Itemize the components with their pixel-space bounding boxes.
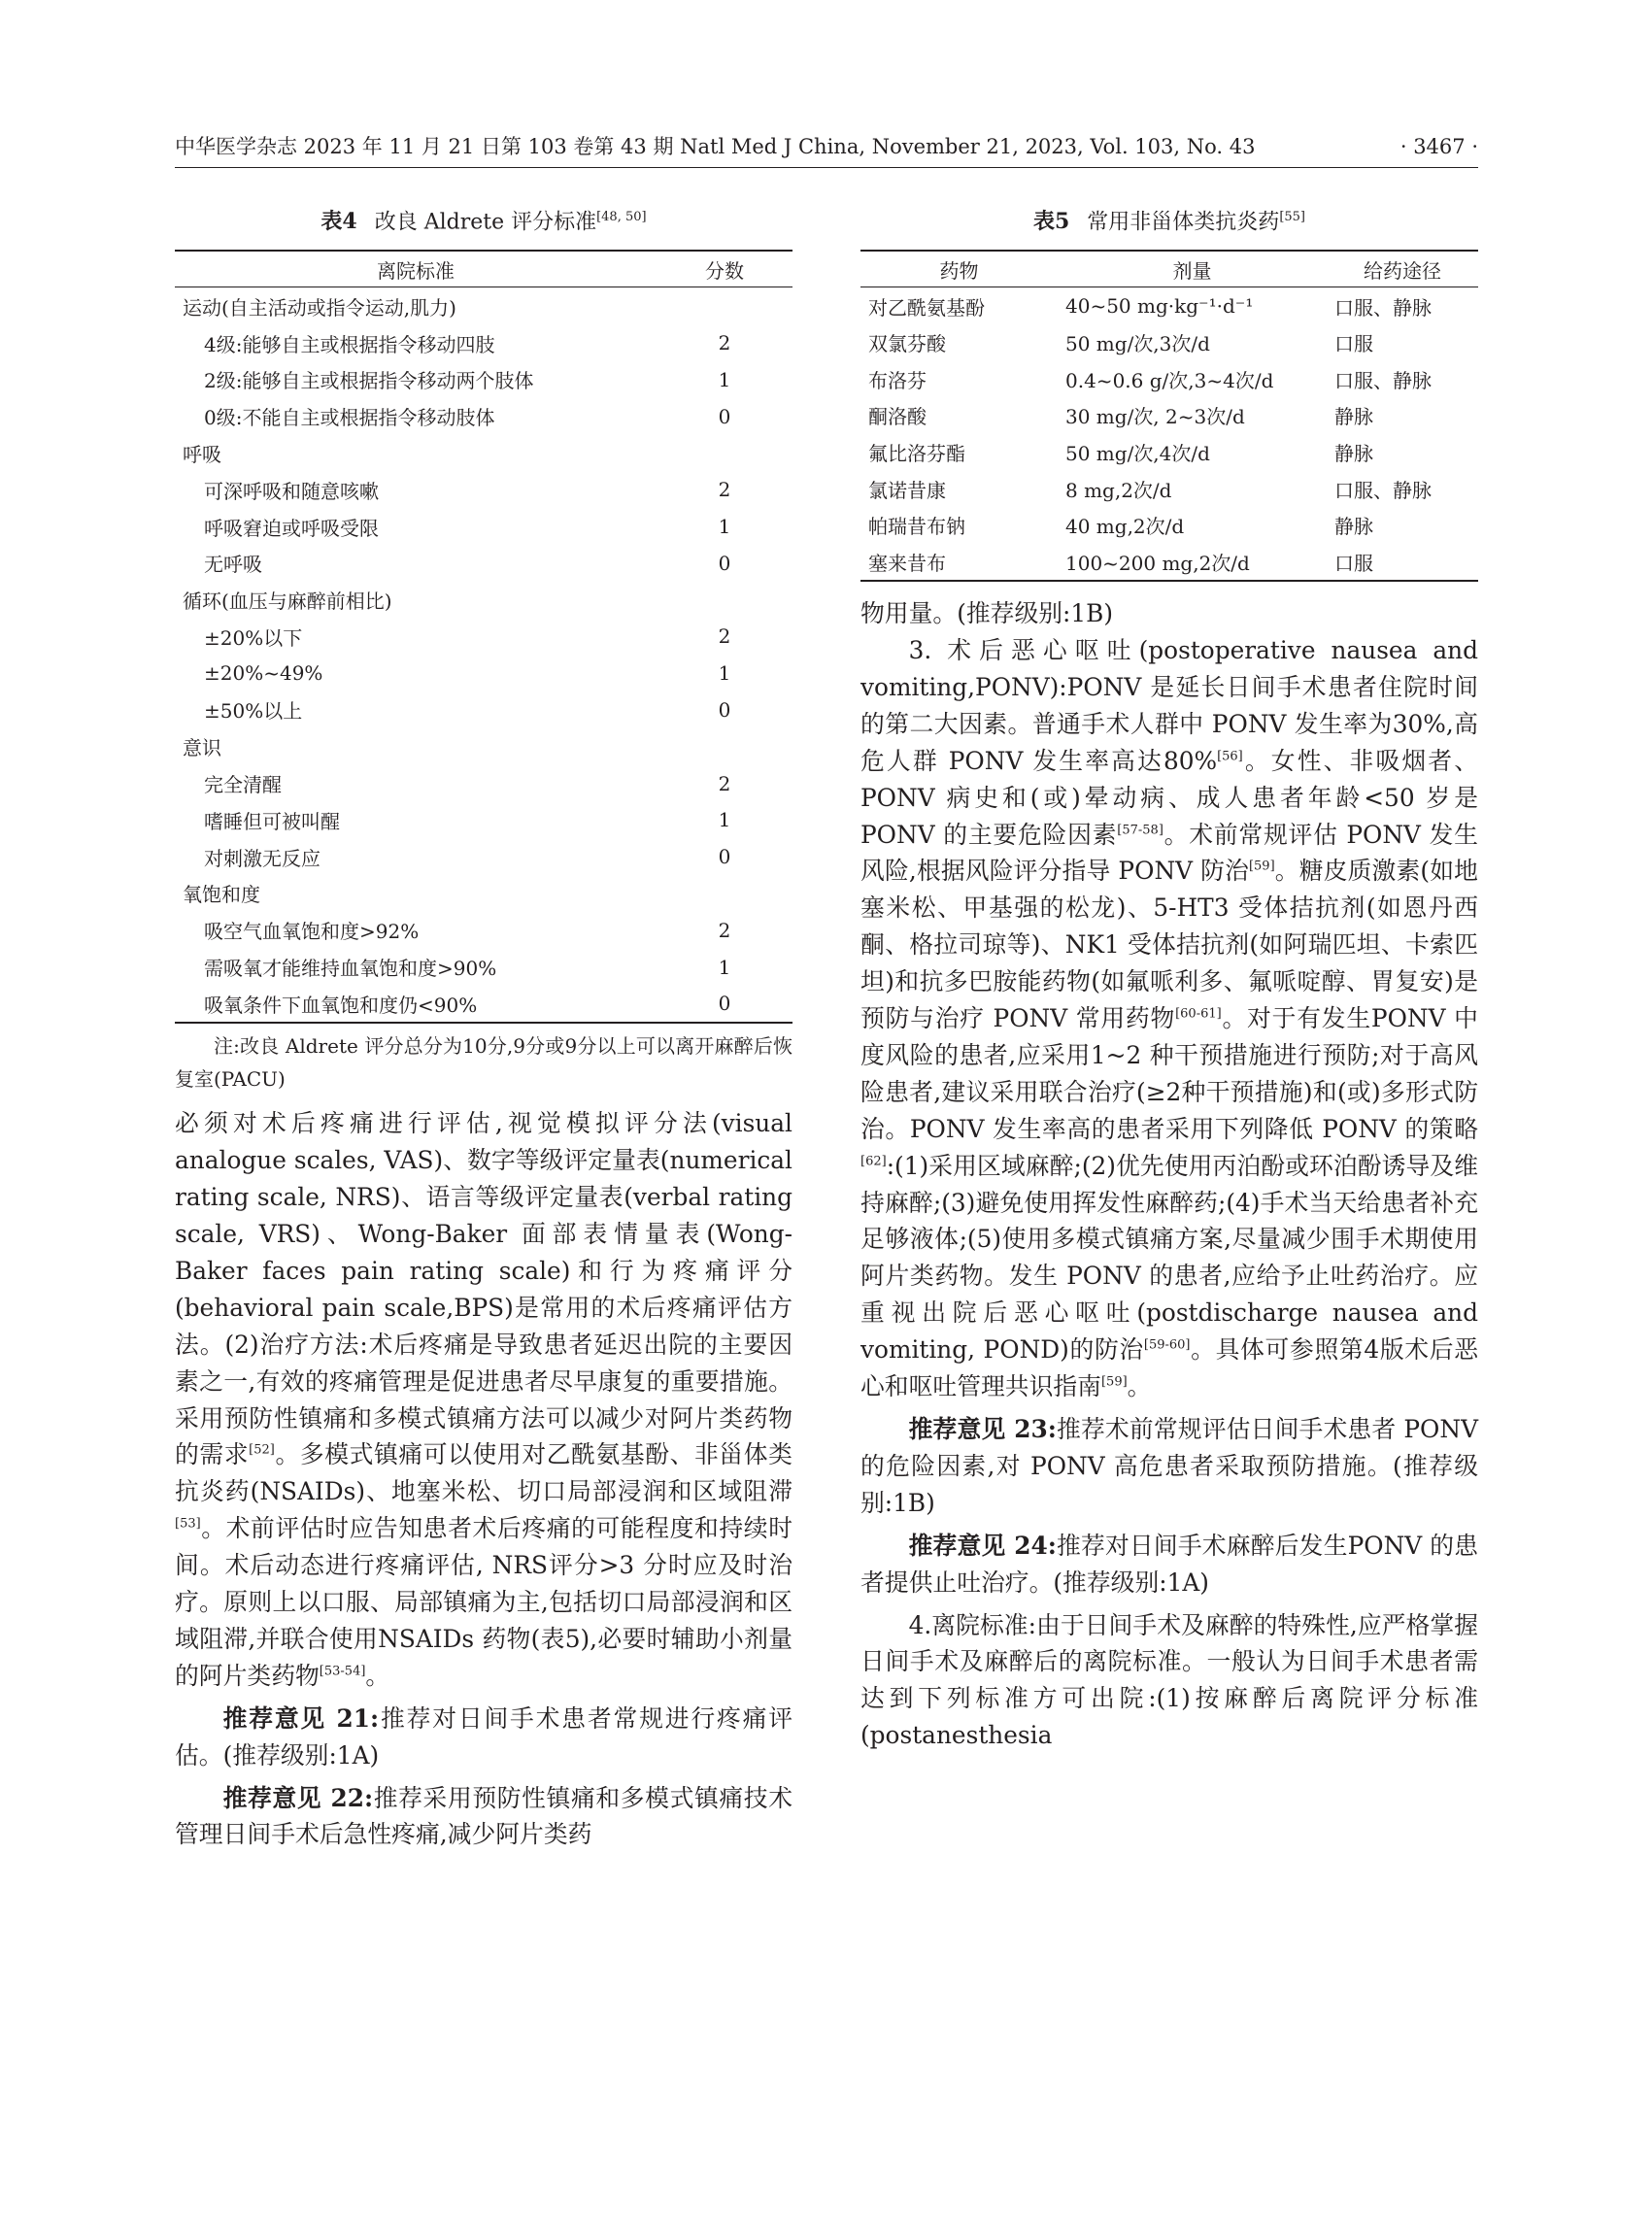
page-number: · 3467 ·	[1399, 135, 1478, 158]
table5-route: 口服、静脉	[1334, 478, 1432, 502]
table4-score: 0	[718, 992, 731, 1016]
table4-row	[175, 435, 792, 472]
table4-body	[175, 287, 792, 1023]
table5-drug: 布洛芬	[868, 368, 927, 392]
table5-title: 常用非甾体类抗炎药	[1087, 210, 1280, 235]
table5-row	[860, 287, 1478, 324]
table4-criterion: ±20%~49%	[204, 661, 323, 686]
table4-title: 改良 Aldrete 评分标准	[374, 210, 597, 235]
citation-ref: [57-58]	[1117, 823, 1163, 838]
table5-ref: [55]	[1279, 210, 1305, 224]
table5-dose: 40 mg,2次/d	[1065, 515, 1185, 539]
recommendation-label: 推荐意见 22:	[222, 1783, 374, 1812]
table5-dose: 50 mg/次,3次/d	[1065, 332, 1210, 356]
table4-criterion: 可深呼吸和随意咳嗽	[204, 479, 379, 503]
table5-drug: 帕瑞昔布钠	[868, 515, 965, 539]
table5-route: 静脉	[1334, 405, 1373, 429]
table5-drug: 对乙酰氨基酚	[868, 295, 985, 320]
table4-score: 0	[718, 551, 731, 575]
table5-dose: 50 mg/次,4次/d	[1065, 442, 1210, 465]
table4-caption	[175, 204, 792, 236]
table4-row	[175, 398, 792, 435]
table4-row	[175, 655, 792, 691]
discharge-criteria-paragraph: 4.离院标准:由于日间手术及麻醉的特殊性,应严格掌握日间手术及麻醉后的离院标准。一般认为日间手术患者需达到下列标准方可出院:(1)按麻醉后离院评分标准(postanesthesia	[860, 1610, 1478, 1750]
table4-criterion: ±20%以下	[204, 625, 303, 650]
table4-criterion: 0级:不能自主或根据指令移动肢体	[204, 406, 495, 430]
citation-ref: [53-54]	[319, 1664, 366, 1679]
table4-category: 意识	[183, 736, 221, 760]
left-column	[175, 204, 792, 1853]
table5-drug: 氟比洛芬酯	[868, 442, 965, 465]
recommendation-24	[860, 1528, 1478, 1601]
table4-row	[175, 287, 792, 324]
table4-label: 表4	[320, 209, 357, 235]
table5-drug: 酮洛酸	[868, 405, 927, 429]
citation-ref: [53]	[175, 1516, 201, 1532]
table4-row	[175, 801, 792, 838]
text-run: 3. 术后恶心呕吐(postoperative nausea and vomiting,PONV):PONV 是延长日间手术患者住院时间的第二大因素。普通手术人群中 PONV 发生率为30%,高危人群 PONV 发生率高达80%	[860, 635, 1478, 775]
citation-ref: [60-61]	[1175, 1006, 1222, 1022]
table4-row	[175, 691, 792, 728]
header-rule	[175, 167, 1478, 168]
table4-col-criteria: 离院标准	[377, 258, 455, 283]
table4-header-row	[175, 251, 792, 287]
table4-score: 0	[718, 404, 731, 428]
table4-score: 2	[718, 624, 731, 649]
table5	[860, 250, 1478, 582]
table5-dose: 40~50 mg·kg⁻¹·d⁻¹	[1065, 294, 1254, 319]
table4	[175, 250, 792, 1024]
table5-label: 表5	[1032, 209, 1070, 235]
recommendation-label: 推荐意见 21:	[222, 1703, 380, 1733]
table5-drug: 双氯芬酸	[868, 332, 946, 356]
table4-score: 1	[718, 661, 731, 686]
table4-score	[657, 287, 792, 324]
table4-note: 注:改良 Aldrete 评分总分为10分,9分或9分以上可以离开麻醉后恢复室(PACU)	[175, 1034, 792, 1092]
table5-dose: 30 mg/次, 2~3次/d	[1065, 405, 1245, 429]
table4-criterion: 无呼吸	[204, 553, 262, 577]
table4-criterion: 完全清醒	[204, 773, 282, 797]
table4-row	[175, 471, 792, 508]
text-run: 必须对术后疼痛进行评估,视觉模拟评分法(visual analogue scales, VAS)、数字等级评定量表(numerical rating scale, NRS)、语言等级评定量表(verbal rating scale, VRS)、Wong-Baker 面部表情量表(Wong-Baker faces pain rating scale)和行为疼痛评分(behavioral pain scale,BPS)是常用的术后疼痛评估方法。(2)治疗方法:术后疼痛是导致患者延迟出院的主要因素之一,有效的疼痛管理是促进患者尽早康复的重要措施。采用预防性镇痛和多模式镇痛方法可以减少对阿片类药物的需求	[175, 1109, 792, 1469]
citation-ref: [59]	[1248, 860, 1275, 875]
recommendation-23	[860, 1411, 1478, 1522]
table5-caption	[860, 204, 1478, 236]
citation-ref: [59]	[1100, 1374, 1128, 1390]
table4-criterion: ±50%以上	[204, 699, 303, 724]
text-run: :(1)采用区域麻醉;(2)优先使用丙泊酚或环泊酚诱导及维持麻醉;(3)避免使用挥发性麻醉药;(4)手术当天给患者补充足够液体;(5)使用多模式镇痛方案,尽量减少围手术期使用阿片类药物。发生 PONV 的患者,应给予止吐药治疗。应重视出院后恶心呕吐(postdischarge nausea and vomiting, POND)的防治	[860, 1151, 1478, 1365]
table5-row	[860, 397, 1478, 434]
citation-ref: [52]	[249, 1443, 275, 1459]
table4-criterion: 对刺激无反应	[204, 846, 320, 870]
table4-criterion: 嗜睡但可被叫醒	[204, 809, 340, 833]
recommendation-label: 推荐意见 24:	[908, 1531, 1057, 1560]
table5-route: 静脉	[1334, 515, 1373, 539]
table4-score: 0	[718, 845, 731, 869]
recommendation-21	[175, 1701, 792, 1774]
table5-row	[860, 434, 1478, 471]
table4-score: 2	[718, 478, 731, 502]
table5-row	[860, 507, 1478, 544]
table4-score: 2	[718, 918, 731, 942]
table4-row	[175, 765, 792, 802]
table5-row	[860, 324, 1478, 361]
table4-row	[175, 361, 792, 398]
table4-criterion: 吸空气血氧饱和度>92%	[204, 920, 420, 944]
table5-route: 口服	[1334, 332, 1373, 356]
table4-criterion: 2级:能够自主或根据指令移动两个肢体	[204, 369, 534, 393]
table4-score: 2	[718, 771, 731, 795]
text-run: 。	[365, 1661, 390, 1690]
table4-row	[175, 619, 792, 656]
table4-score: 1	[718, 367, 731, 391]
recommendation-text: 推荐采用预防性镇痛和多模式镇痛技术管理日间手术后急性疼痛,减少阿片类药	[175, 1783, 792, 1849]
table4-row	[175, 985, 792, 1023]
table4-criterion: 4级:能够自主或根据指令移动四肢	[204, 332, 495, 356]
table4-score: 1	[718, 515, 731, 538]
table4-score	[657, 582, 792, 619]
table5-drug: 塞来昔布	[868, 551, 946, 575]
table5-row	[860, 543, 1478, 581]
table5-route: 口服、静脉	[1334, 368, 1432, 392]
table4-row	[175, 949, 792, 986]
table5-row	[860, 361, 1478, 398]
text-run: 。女性、非吸烟者、PONV 病史和(或)晕动病、成人患者年龄<50 岁是 PONV 的主要危险因素	[860, 746, 1478, 849]
text-run: 。术前常规评估 PONV 发生风险,根据风险评分指导 PONV 防治	[860, 820, 1478, 886]
recommendation-text: 推荐对日间手术麻醉后发生PONV 的患者提供止吐治疗。(推荐级别:1A)	[860, 1531, 1478, 1597]
text-run: 。具体可参照第4版术后恶心和呕吐管理共识指南	[860, 1335, 1479, 1401]
table4-category: 氧饱和度	[183, 883, 260, 907]
citation-ref: [62]	[860, 1154, 887, 1169]
table5-dose: 0.4~0.6 g/次,3~4次/d	[1065, 368, 1274, 392]
table5-dose: 100~200 mg,2次/d	[1065, 551, 1250, 575]
table4-row	[175, 875, 792, 912]
table4-score: 2	[718, 331, 731, 355]
left-body-text	[175, 1105, 792, 1853]
ponv-paragraph	[860, 632, 1478, 1405]
table4-ref: [48, 50]	[596, 210, 647, 224]
table5-body	[860, 287, 1478, 581]
table5-drug: 氯诺昔康	[868, 478, 946, 502]
table4-row	[175, 838, 792, 875]
table4-row	[175, 582, 792, 619]
table4-row	[175, 324, 792, 361]
right-body-text	[860, 595, 1478, 1754]
table4-score	[657, 435, 792, 472]
table5-row	[860, 470, 1478, 507]
table5-header-row	[860, 251, 1478, 287]
text-run: 。	[1127, 1372, 1152, 1401]
table4-score	[657, 875, 792, 912]
right-column	[860, 204, 1478, 1754]
table4-criterion: 需吸氧才能维持血氧饱和度>90%	[204, 957, 497, 981]
table4-criterion: 吸氧条件下血氧饱和度仍<90%	[204, 993, 478, 1017]
table5-route: 静脉	[1334, 442, 1373, 465]
recommendation-text: 推荐术前常规评估日间手术患者 PONV 的危险因素,对 PONV 高危患者采取预防措施。(推荐级别:1B)	[860, 1415, 1478, 1517]
table5-dose: 8 mg,2次/d	[1065, 478, 1172, 502]
citation-ref: [59-60]	[1143, 1337, 1191, 1353]
table4-score	[657, 728, 792, 765]
table4-category: 循环(血压与麻醉前相比)	[183, 590, 392, 614]
table5-col-dose: 剂量	[1172, 258, 1212, 283]
table4-col-score: 分数	[705, 258, 744, 283]
table5-route: 口服	[1334, 551, 1373, 575]
table4-criterion: 呼吸窘迫或呼吸受限	[204, 516, 379, 540]
continued-paragraph: 物用量。(推荐级别:1B)	[860, 599, 1114, 628]
table4-row	[175, 912, 792, 949]
table5-route: 口服、静脉	[1334, 295, 1432, 320]
table5-col-route: 给药途径	[1364, 258, 1441, 283]
journal-citation: 中华医学杂志 2023 年 11 月 21 日第 103 卷第 43 期 Natl Med J China, November 21, 2023, Vol. 103, No. 43	[175, 135, 1256, 158]
recommendation-label: 推荐意见 23:	[908, 1415, 1057, 1444]
table5-col-drug: 药物	[939, 258, 979, 283]
pain-paragraph	[175, 1105, 792, 1695]
text-run: 。对于有发生PONV 中度风险的患者,应采用1~2 种干预措施进行预防;对于高风险患者,建议采用联合治疗(≥2种干预措施)和(或)多形式防治。PONV 发生率高的患者采用下列降低 PONV 的策略	[860, 1004, 1478, 1143]
table4-score: 1	[718, 955, 731, 979]
recommendation-22	[175, 1780, 792, 1854]
table4-score: 0	[718, 697, 731, 722]
table4-category: 运动(自主活动或指令运动,肌力)	[183, 295, 456, 320]
recommendation-text: 推荐对日间手术患者常规进行疼痛评估。(推荐级别:1A)	[175, 1703, 792, 1770]
table4-category: 呼吸	[183, 442, 221, 466]
text-run: 。多模式镇痛可以使用对乙酰氨基酚、非甾体类抗炎药(NSAIDs)、地塞米松、切口局部浸润和区域阻滞	[175, 1440, 792, 1506]
citation-ref: [56]	[1217, 749, 1243, 764]
table4-row	[175, 508, 792, 545]
text-run: 。术前评估时应告知患者术后疼痛的可能程度和持续时间。术后动态进行疼痛评估, NRS评分>3 分时应及时治疗。原则上以口服、局部镇痛为主,包括切口局部浸润和区域阻滞,并联合使用NSAIDs 药物(表5),必要时辅助小剂量的阿片类药物	[175, 1514, 792, 1690]
table4-row	[175, 728, 792, 765]
table4-row	[175, 545, 792, 582]
table4-score: 1	[718, 808, 731, 832]
text-run: 。糖皮质激素(如地塞米松、甲基强的松龙)、5-HT3 受体拮抗剂(如恩丹西酮、格拉司琼等)、NK1 受体拮抗剂(如阿瑞匹坦、卡索匹坦)和抗多巴胺能药物(如氟哌利多、氟哌啶醇、胃复安)是预防与治疗 PONV 常用药物	[860, 857, 1478, 1033]
